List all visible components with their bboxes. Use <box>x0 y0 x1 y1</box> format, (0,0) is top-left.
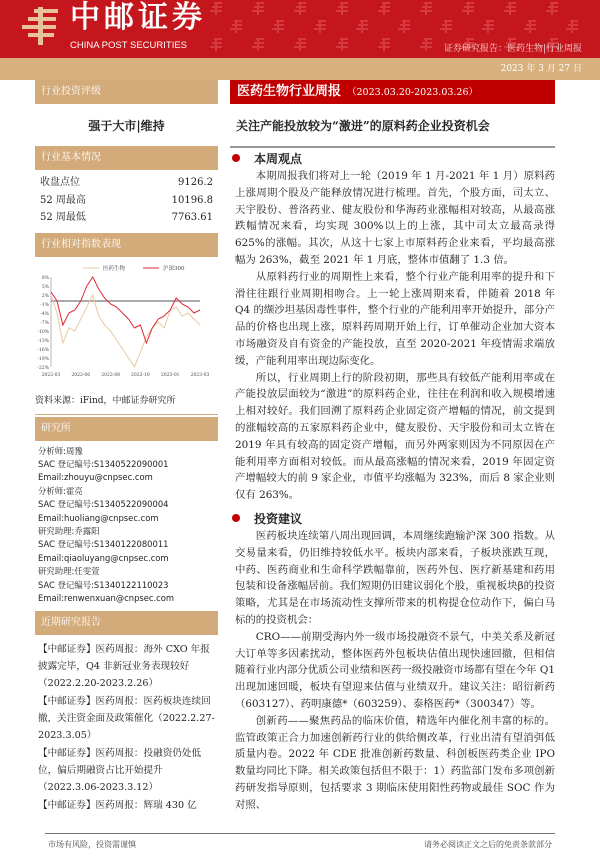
analyst-line: SAC 登记编号:S1340522090004 <box>38 499 169 510</box>
report-date: 2023 年 3 月 27 日 <box>500 64 582 74</box>
legend-label: 沪深300 <box>163 265 185 272</box>
report-category: 证券研究报告：医药生物|行业周报 <box>443 44 582 54</box>
pattern-mark <box>482 21 494 33</box>
left-column <box>35 80 218 823</box>
y-tick-label: 8% <box>41 275 49 281</box>
x-tick-label: 2022-03 <box>41 372 61 378</box>
recent-report-link[interactable]: 【中邮证券】医药周报：医药板块连续回撤，关注资金面及政策催化（2022.2.27-2023.3.05） <box>38 696 215 742</box>
recent-report-link[interactable]: 【中邮证券】医药周报：辉瑞 430 亿 <box>38 800 197 812</box>
pattern-mark <box>566 21 578 33</box>
paragraph: CRO——前期受海内外一级市场投融资不景气，中美关系及新冠大订单等多因素扰动，整体医药外包板块估值出现快速回撤，但相信随着行业内部分优质公司业绩和医药一级投融资市场都有望在今年 Q1 出现加速回暖，板块有望迎来估值与业绩双升。建议关注：昭衍新药（603127）、药明康德*（603259）、泰格医药*（300347）等。 <box>235 630 555 710</box>
industry-rating: 强于大市|维持 <box>88 119 165 133</box>
analyst-line: 研究助理:任雯萱 <box>38 566 100 577</box>
x-tick-label: 2022-10 <box>131 372 150 378</box>
bullet-icon <box>232 514 240 522</box>
analyst-line: Email:huoliang@cnpsec.com <box>38 512 159 523</box>
relative-index-chart <box>35 263 218 385</box>
pattern-mark <box>230 21 242 33</box>
analyst-line: Email:renwenxuan@cnpsec.com <box>38 592 175 603</box>
paragraph: 所以，行业周期上行的阶段初期，那些具有较低产能利用率或在产能投放层面较为“激进”的原料药企业，往往在利润和收入规模增速上相对较好。我们回溯了原料药企业固定资产增幅的情况，前文提到的涨幅较高的五家原料药企业中，健友股份、天宇股份和司太立皆在 2019 年具有较高的固定资产增幅，而另外两家则因为不同原因在产能利用率方面相对较低。而从最高涨幅的情况来看，2019 年固定资产增幅较大的前 9 家企业，市值平均涨幅为 323%，而后 8 家企业则仅有 263%。 <box>235 371 555 502</box>
pattern-mark <box>294 3 306 15</box>
risk-disclaimer: 市场有风险，投资需谨慎 <box>48 840 136 850</box>
pattern-mark <box>314 21 326 33</box>
weekly-view-body <box>230 168 555 508</box>
y-tick-label: -13% <box>37 338 49 344</box>
basic-info-table <box>35 170 218 233</box>
analyst-line: 研究助理:乔露阳 <box>38 525 100 536</box>
x-tick-label: 2022-08 <box>101 372 120 378</box>
y-tick-label: 2% <box>41 293 49 299</box>
analyst-line: SAC 登记编号:S1340122080011 <box>38 539 169 550</box>
basic-info-row <box>40 174 213 192</box>
basic-info-header: 行业基本情况 <box>35 146 218 170</box>
basic-info-row <box>40 192 213 210</box>
section-heading-weekly-view: 本周观点 <box>230 148 555 168</box>
paragraph: 医药板块连续第八周出现回调，本周继续跑输沪深 300 指数。从交易量来看，仍旧维持较低水平。板块内部来看，子板块涨跌互现，中药、医药商业和生命科学跌幅靠前，医药外包、医疗新基建和药用包装和设备涨幅居前。我们短期仍旧建议弱化个股，重视板块β的投资策略，尤其是在市场流动性支撑所带来的机构提仓位动作下，偏白马标的的投资机会： <box>235 529 555 626</box>
pattern-mark <box>356 21 368 33</box>
y-tick-label: -22% <box>37 365 49 371</box>
pattern-mark <box>272 21 284 33</box>
research-header: 研究所 <box>35 417 218 441</box>
main-column <box>230 80 555 817</box>
basic-info-value: 7763.61 <box>171 212 213 223</box>
pattern-mark <box>504 3 516 15</box>
recent-reports-header: 近期研究报告 <box>35 611 218 635</box>
basic-info-label: 52 周最高 <box>40 194 86 206</box>
report-title: 关注产能投放较为“激进”的原料药企业投资机会 <box>236 119 490 133</box>
y-tick-label: -16% <box>37 347 49 353</box>
report-period: （2023.03.20-2023.03.26） <box>347 87 479 98</box>
relative-performance-header: 行业相对指数表现 <box>35 233 218 257</box>
basic-info-label: 52 周最低 <box>40 212 86 223</box>
date-band <box>0 58 600 80</box>
brand-name-en: CHINA POST SECURITIES <box>70 40 188 51</box>
pattern-mark <box>294 39 306 51</box>
pattern-mark <box>378 3 390 15</box>
paragraph: 本期周报我们将对上一轮（2019 年 1 月-2021 年 1 月）原料药上涨周期个股及产能释放情况进行梳理。首先，个股方面，司太立、天宇股份、普洛药业、健友股份和华海药业涨幅相对较高，从最高涨跌幅情况来看，均实现 300%以上的上涨，其中司太立最高录得 625%的涨幅。其次，从这十七家上市原料药企业来看，平均最高涨幅为 263%，截至 2021 年 1 月底，整体市值翻了 1.3 倍。 <box>235 170 555 266</box>
pattern-mark <box>336 39 348 51</box>
analyst-list <box>35 441 218 612</box>
pattern-mark <box>252 39 264 51</box>
y-tick-label: -4% <box>40 311 49 317</box>
section-heading-investment-advice: 投资建议 <box>230 508 555 528</box>
report-header <box>0 0 600 58</box>
china-post-logo-icon <box>20 5 62 45</box>
recent-reports-list <box>35 635 218 823</box>
analyst-line: 分析师:周豫 <box>38 445 83 456</box>
analyst-line: 分析师:霍亮 <box>38 485 83 496</box>
basic-info-row <box>40 209 213 227</box>
pattern-mark <box>336 3 348 15</box>
y-tick-label: -7% <box>40 320 49 326</box>
page-footer <box>45 833 555 862</box>
analyst-line: SAC 登记编号:S1340122110023 <box>38 579 169 590</box>
x-tick-label: 2023-01 <box>160 372 180 378</box>
investment-advice-body <box>230 528 555 818</box>
paragraph: 创新药——聚焦药品的临床价值，精选年内催化剂丰富的标的。监管政策正合力加速创新药行业的供给侧改革，行业出清有望消弭低质量内卷。2022 年 CDE 批准创新药数量、科创板医药类企业 IPO 数量均同比下降。相关政策包括但不限于：1）药监部门发布多项创新药研发指导原则，包括要求 3 期临床使用阳性药物或最佳 SOC 作为对照、 <box>235 714 555 811</box>
paragraph: 从原料药行业的周期性上来看，整个行业产能利用率的提升和下滑往往跟行业周期相吻合。上一轮上涨周期来看，伴随着 2018 年 Q4 的缬沙坦基因毒性事件，整个行业的产能利用率开始提升，部分产品的价格也出现上涨，原料药周期开始上行，订单催动企业加大资本市场融资及自有资金的产能投放，直至 2020-2021 年疫情需求端放缓，产能利用率出现边际变化。 <box>235 270 555 367</box>
pattern-mark <box>440 21 452 33</box>
series-line-pharma <box>51 295 200 367</box>
rating-header: 行业投资评级 <box>35 80 218 104</box>
basic-info-value: 9126.2 <box>178 177 213 188</box>
pattern-mark <box>420 3 432 15</box>
pattern-mark <box>210 39 222 51</box>
pattern-mark <box>420 39 432 51</box>
analyst-line: Email:qiaoluyang@cnpsec.com <box>38 552 169 563</box>
x-tick-label: 2023-03 <box>190 372 210 378</box>
pattern-mark <box>378 39 390 51</box>
pattern-mark <box>210 3 222 15</box>
pattern-mark <box>462 3 474 15</box>
pattern-mark <box>398 21 410 33</box>
pattern-mark <box>546 3 558 15</box>
analyst-line: SAC 登记编号:S1340522090001 <box>38 458 169 469</box>
basic-info-value: 10196.8 <box>171 194 213 206</box>
report-type: 医药生物行业周报 <box>237 84 342 99</box>
chart-source: 资料来源：iFind，中邮证券研究所 <box>35 391 218 415</box>
disclaimer-note: 请务必阅读正文之后的免责条款部分 <box>424 840 552 850</box>
y-tick-label: 5% <box>41 284 49 290</box>
pattern-mark <box>524 21 536 33</box>
recent-report-link[interactable]: 【中邮证券】医药周报：海外 CXO 年报披露完毕，Q4 非新冠业务表现较好（2022.2.20-2023.2.26） <box>38 644 210 690</box>
basic-info-label: 收盘点位 <box>40 177 80 188</box>
y-tick-label: -10% <box>37 329 49 335</box>
recent-report-link[interactable]: 【中邮证券】医药周报：投融资仍处低位，偏后期融资占比开始提升（2022.3.06-2023.3.12） <box>38 748 202 794</box>
legend-label: 医药生物 <box>103 265 126 272</box>
y-tick-label: -19% <box>37 356 49 362</box>
y-tick-label: -1% <box>40 302 49 308</box>
analyst-line: Email:zhouyu@cnpsec.com <box>38 472 153 483</box>
x-tick-label: 2022-06 <box>71 372 91 378</box>
pattern-mark <box>252 3 264 15</box>
bullet-icon <box>232 154 240 162</box>
report-type-bar <box>230 80 555 104</box>
brand-name: 中邮证券 <box>70 0 206 35</box>
